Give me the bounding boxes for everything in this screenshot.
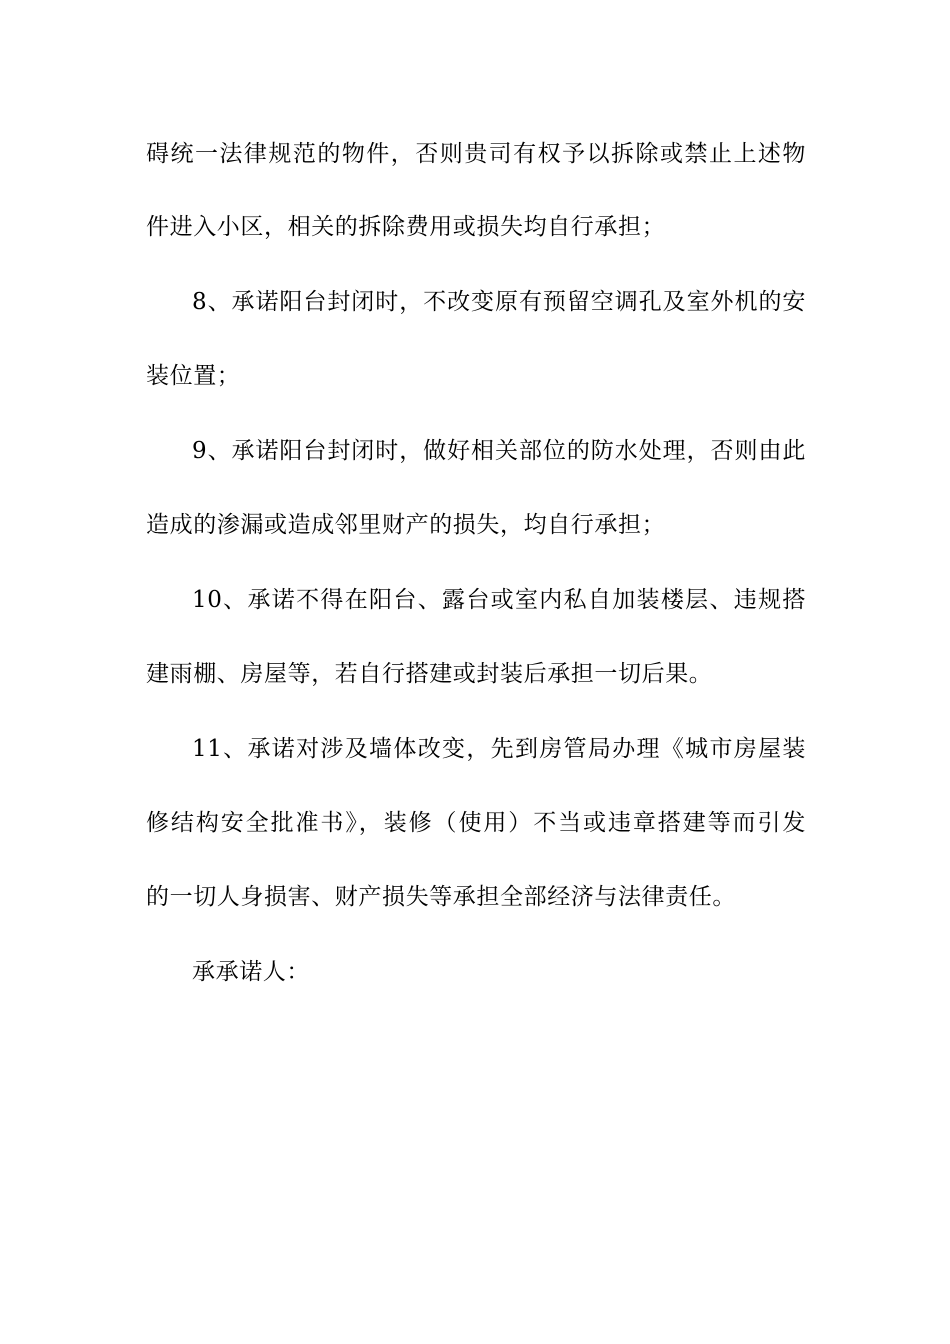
item-11-line-3: 的一切人身损害、财产损失等承担全部经济与法律责任。 <box>146 884 736 910</box>
item-10-line-2: 建雨棚、房屋等，若自行搭建或封装后承担一切后果。 <box>146 661 713 687</box>
item-8-line-1: 8、承诺阳台封闭时，不改变原有预留空调孔及室外机的安 <box>192 289 806 315</box>
promisor-signature-label: 承承诺人： <box>192 959 310 985</box>
item-11-line-2: 修结构安全批准书》，装修（使用）不当或违章搭建等而引发 <box>146 810 806 836</box>
item-10-line-1: 10、承诺不得在阳台、露台或室内私自加装楼层、违规搭 <box>192 587 806 613</box>
item-11-line-1: 11、承诺对涉及墙体改变，先到房管局办理《城市房屋装 <box>192 736 806 762</box>
text-line-2: 件进入小区，相关的拆除费用或损失均自行承担； <box>146 214 666 240</box>
item-8-line-2: 装位置； <box>146 363 241 389</box>
item-9-line-1: 9、承诺阳台封闭时，做好相关部位的防水处理，否则由此 <box>192 438 806 464</box>
text-line-1: 碍统一法律规范的物件，否则贵司有权予以拆除或禁止上述物 <box>146 141 806 167</box>
item-9-line-2: 造成的渗漏或造成邻里财产的损失，均自行承担； <box>146 512 666 538</box>
